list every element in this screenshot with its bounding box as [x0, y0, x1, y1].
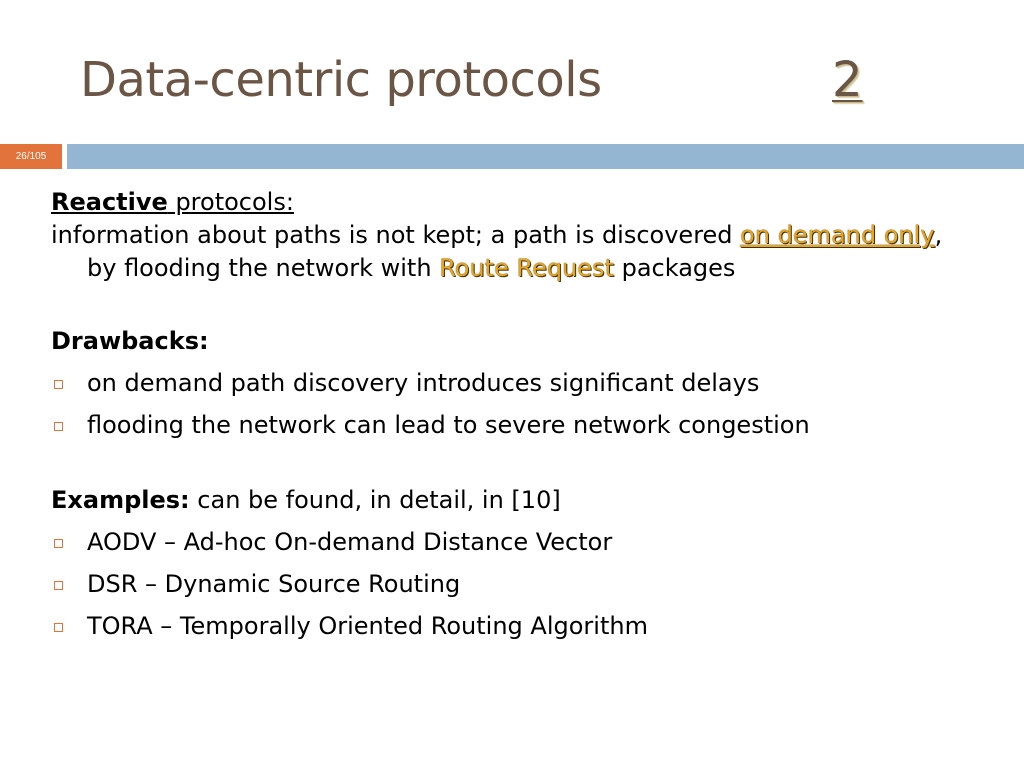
hollow-square-bullet-icon — [54, 623, 63, 632]
slide-title: Data-centric protocols — [80, 52, 602, 108]
reactive-heading — [51, 186, 951, 219]
reactive-text-1: information about paths is not kept; a path is discovered — [51, 221, 741, 249]
spacer — [51, 451, 951, 484]
list-item — [51, 610, 951, 643]
example-item-2: DSR – Dynamic Source Routing — [87, 570, 461, 598]
examples-heading — [51, 484, 951, 517]
page-indicator: 26/105 — [0, 144, 62, 169]
slide-body — [51, 186, 951, 652]
list-item — [51, 568, 951, 601]
list-item — [51, 526, 951, 559]
reactive-description — [51, 219, 951, 285]
spacer — [51, 285, 951, 325]
reactive-heading-rest: protocols: — [167, 188, 294, 216]
reactive-heading-bold: Reactive — [51, 188, 168, 216]
example-item-3: TORA – Temporally Oriented Routing Algorithm — [87, 612, 648, 640]
drawbacks-heading: Drawbacks: — [51, 327, 209, 355]
highlight-route-request: Route Request — [439, 254, 614, 282]
list-item — [51, 409, 951, 442]
examples-heading-bold: Examples: — [51, 486, 190, 514]
reactive-text-3: packages — [613, 254, 736, 282]
hollow-square-bullet-icon — [54, 380, 63, 389]
slide-title-number: 2 — [832, 52, 863, 108]
hollow-square-bullet-icon — [54, 581, 63, 590]
hollow-square-bullet-icon — [54, 422, 63, 431]
list-item — [51, 367, 951, 400]
highlight-on-demand-only: on demand only — [740, 221, 935, 249]
drawback-item-1: on demand path discovery introduces significant delays — [87, 369, 760, 397]
reactive-text-2: , by flooding the network with — [87, 221, 943, 282]
hollow-square-bullet-icon — [54, 539, 63, 548]
header-bar — [67, 144, 1024, 169]
examples-intro: can be found, in detail, in [10] — [189, 486, 561, 514]
drawback-item-2: flooding the network can lead to severe network congestion — [87, 411, 810, 439]
example-item-1: AODV – Ad-hoc On-demand Distance Vector — [87, 528, 613, 556]
